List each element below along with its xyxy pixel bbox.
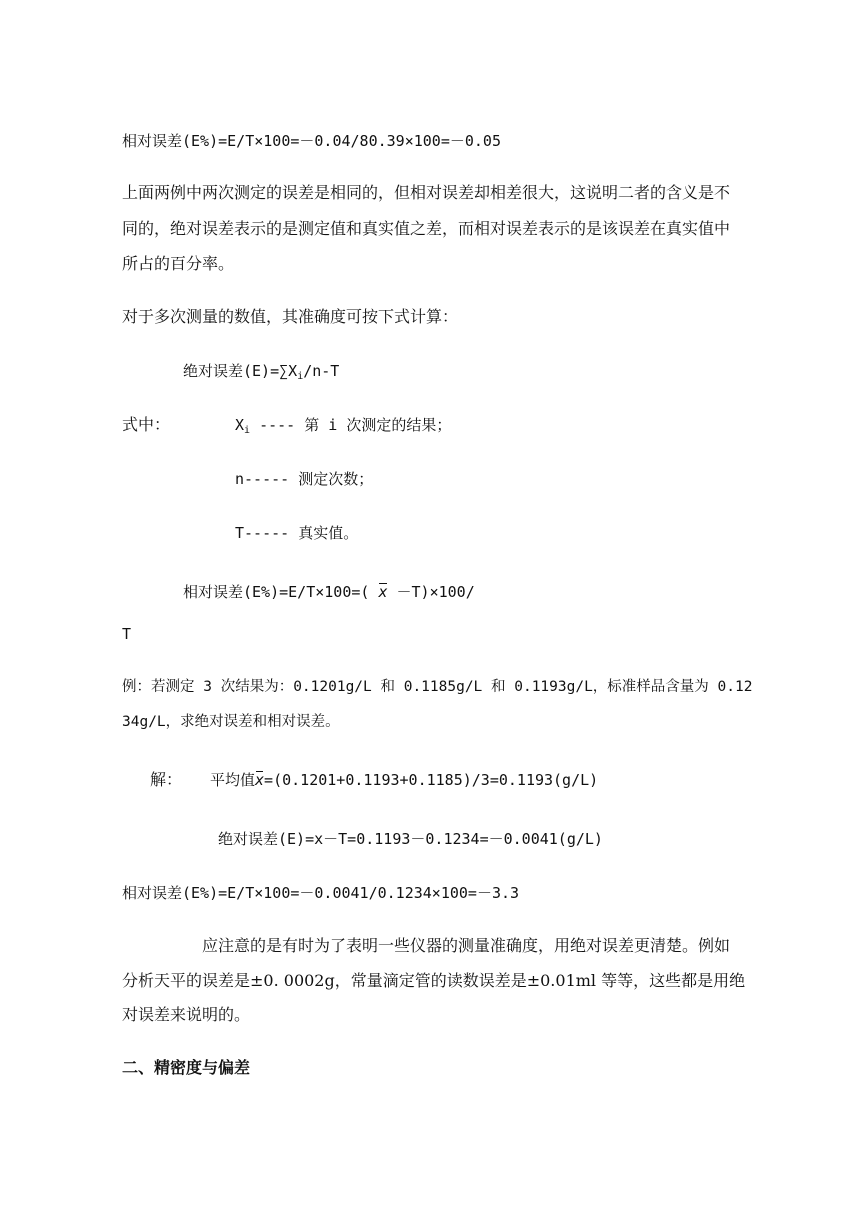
definition-text: ----- 真实值。: [244, 524, 359, 542]
x-bar-symbol: x: [378, 583, 388, 601]
formula-text: =(0.1201+0.1193+0.1185)/3=0.1193(g/L): [264, 771, 599, 789]
symbol: n: [235, 470, 245, 488]
relative-error-result-line: 相对误差(E%)=E/T×100=－0.04/80.39×100=－0.05: [122, 132, 501, 150]
paragraph-line: 对误差来说明的。: [122, 1005, 251, 1024]
formula-text: 绝对误差(E)=∑X: [183, 362, 298, 380]
paragraph-line: 应注意的是有时为了表明一些仪器的测量准确度，用绝对误差更清楚。例如: [202, 936, 731, 955]
definition-n: [235, 469, 373, 489]
absolute-error-calculation: 绝对误差(E)=x－T=0.1193－0.1234=－0.0041(g/L): [218, 830, 603, 848]
formula-text: /n-T: [303, 362, 340, 380]
where-label: 式中：: [122, 415, 171, 434]
subscript: i: [244, 425, 251, 436]
section-heading: 二、精密度与偏差: [122, 1058, 251, 1077]
formula-text: －T)×100/: [396, 583, 475, 601]
multi-measure-intro: 对于多次测量的数值，其准确度可按下式计算：: [122, 307, 459, 326]
example-line: 34g/L，求绝对误差和相对误差。: [122, 714, 340, 730]
symbol: X: [235, 416, 245, 434]
symbol: T: [235, 524, 245, 542]
definition-t: [235, 523, 358, 543]
definition-text: ---- 第 i 次测定的结果；: [250, 416, 452, 434]
solution-label: 解：: [150, 770, 183, 789]
paragraph-line: 分析天平的误差是±0. 0002g，常量滴定管的读数误差是±0.01ml 等等，这些都是用绝: [122, 971, 746, 990]
paragraph-line: 同的，绝对误差表示的是测定值和真实值之差，而相对误差表示的是该误差在真实值中: [122, 219, 731, 238]
definition-xi: [235, 415, 451, 441]
example-line: 例：若测定 3 次结果为：0.1201g/L 和 0.1185g/L 和 0.1193g/L，标准样品含量为 0.12: [122, 679, 753, 695]
x-bar-symbol: x: [255, 771, 265, 789]
average-calculation: [210, 770, 598, 790]
definition-text: ----- 测定次数；: [244, 470, 374, 488]
formula-text: 相对误差(E%)=E/T×100=(: [183, 583, 370, 601]
paragraph-line: 所占的百分率。: [122, 254, 235, 273]
formula-text: 平均值: [210, 771, 256, 789]
paragraph-line: 上面两例中两次测定的误差是相同的，但相对误差却相差很大，这说明二者的含义是不: [122, 183, 731, 202]
relative-error-formula: [183, 582, 475, 602]
relative-error-calculation: 相对误差(E%)=E/T×100=－0.0041/0.1234×100=－3.3: [122, 884, 520, 902]
absolute-error-formula: [183, 361, 339, 387]
formula-wrap: T: [122, 625, 132, 643]
subscript: i: [297, 371, 304, 382]
